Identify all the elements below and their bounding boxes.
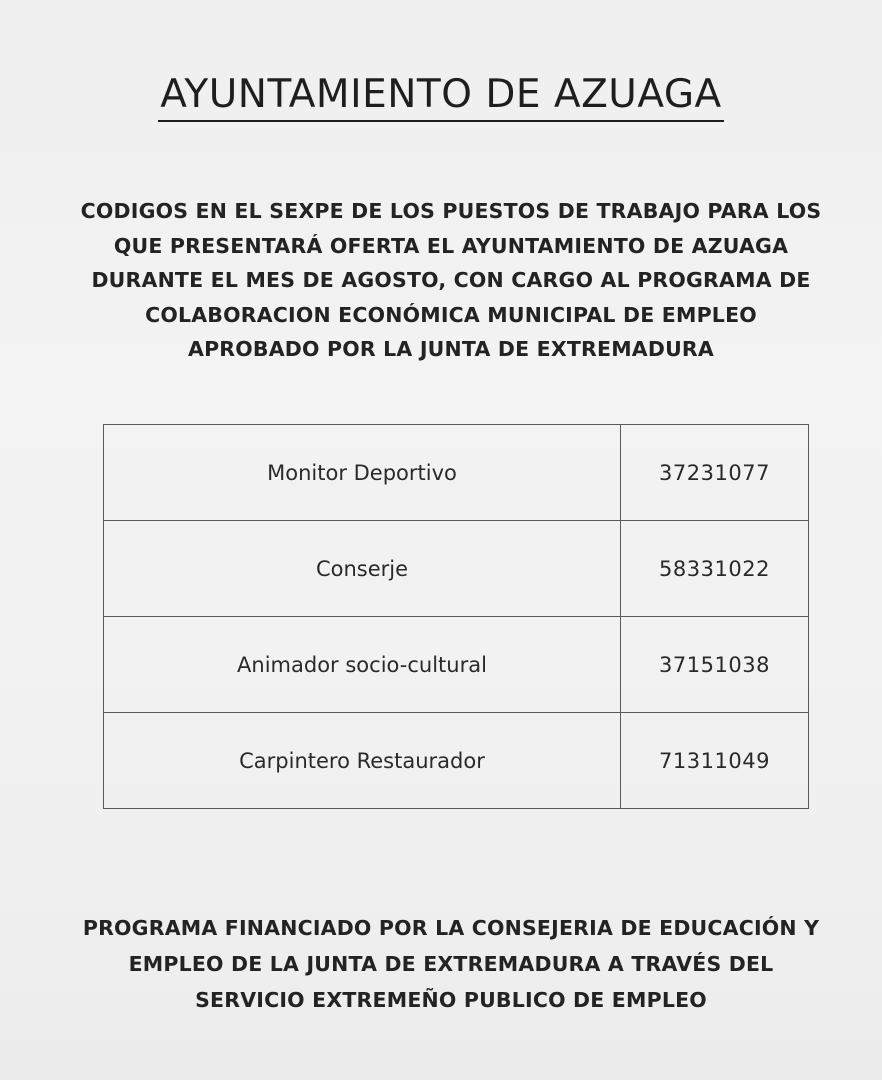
intro-line: APROBADO POR LA JUNTA DE EXTREMADURA — [188, 337, 714, 361]
job-codes-table — [103, 424, 809, 809]
funding-line: SERVICIO EXTREMEÑO PUBLICO DE EMPLEO — [195, 988, 707, 1012]
job-code-cell: 58331022 — [621, 521, 809, 617]
intro-line: QUE PRESENTARÁ OFERTA EL AYUNTAMIENTO DE AZUAGA — [113, 233, 789, 258]
job-code-cell: 37231077 — [621, 425, 809, 521]
intro-paragraph — [60, 194, 842, 367]
job-name-cell: Carpintero Restaurador — [104, 713, 621, 809]
table-row — [104, 713, 809, 809]
funding-line: EMPLEO DE LA JUNTA DE EXTREMADURA A TRAVÉS DEL — [128, 952, 774, 976]
table-row — [104, 521, 809, 617]
funding-note — [60, 910, 842, 1018]
intro-line: CODIGOS EN EL SEXPE DE LOS PUESTOS DE TRABAJO PARA LOS — [80, 199, 822, 223]
job-name-cell: Conserje — [104, 521, 621, 617]
funding-line: PROGRAMA FINANCIADO POR LA CONSEJERIA DE EDUCACIÓN Y — [82, 916, 820, 940]
job-name-cell: Monitor Deportivo — [104, 425, 621, 521]
document-title: AYUNTAMIENTO DE AZUAGA — [158, 70, 723, 122]
table-row — [104, 425, 809, 521]
job-code-cell: 37151038 — [621, 617, 809, 713]
intro-line: COLABORACION ECONÓMICA MUNICIPAL DE EMPLEO — [145, 302, 757, 327]
intro-line: DURANTE EL MES DE AGOSTO, CON CARGO AL PROGRAMA DE — [91, 268, 811, 292]
job-name-cell: Animador socio-cultural — [104, 617, 621, 713]
table-row — [104, 617, 809, 713]
job-code-cell: 71311049 — [621, 713, 809, 809]
document-title-block — [0, 70, 882, 122]
